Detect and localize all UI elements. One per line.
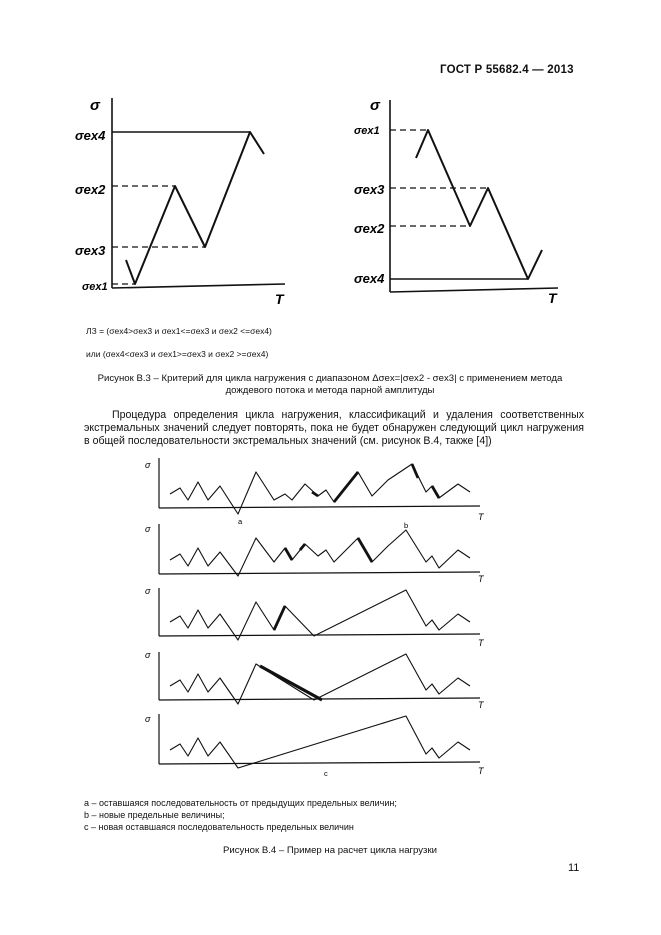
- left-label-ex1: σex1: [82, 281, 108, 293]
- right-label-ex2: σex2: [354, 221, 385, 236]
- figure-b4-caption: Рисунок В.4 – Пример на расчет цикла нагрузки: [222, 845, 438, 856]
- b4-x-label-2: T: [478, 574, 484, 584]
- right-label-ex1: σex1: [354, 125, 380, 137]
- figure-b3-right-chart: [340, 90, 580, 310]
- b4-x-label-5: T: [478, 766, 484, 776]
- legend-item-a: а – оставшаяся последовательность от предыдущих предельных величин;: [84, 798, 397, 808]
- left-label-ex3: σex3: [75, 243, 106, 258]
- left-label-ex2: σex2: [75, 182, 106, 197]
- legend-item-c: с – новая оставшаяся последовательность предельных величин: [84, 822, 354, 832]
- b4-marker-c: c: [324, 769, 328, 778]
- body-paragraph: [84, 409, 584, 448]
- right-label-ex3: σex3: [354, 182, 385, 197]
- figure-b4-panel-3: [159, 588, 480, 640]
- page-number: 11: [568, 862, 580, 874]
- figure-b4-panel-4: [159, 652, 480, 704]
- figure-b3-caption-line2: дождевого потока и метода парной амплитуды: [225, 385, 435, 396]
- b4-y-label-2: σ: [145, 524, 151, 534]
- left-load-curve: [126, 132, 264, 284]
- left-y-label: σ: [90, 97, 100, 114]
- b4-y-label-3: σ: [145, 586, 151, 596]
- b4-x-label-1: T: [478, 512, 484, 522]
- left-x-label: T: [275, 291, 284, 307]
- b4-y-label-5: σ: [145, 714, 151, 724]
- figure-b4-chart: [140, 458, 500, 788]
- right-y-label: σ: [370, 97, 380, 114]
- b4-marker-b: b: [404, 521, 409, 530]
- condition-line-1: ЛЗ = (σex4>σex3 и σex1<=σex3 и σex2 <=σex4): [86, 326, 272, 336]
- right-x-label: T: [548, 290, 557, 306]
- left-x-axis: [112, 284, 285, 288]
- figure-b3-caption-line1: Рисунок В.3 – Критерий для цикла нагружения с диапазоном Δσex=|σex2 - σex3| с применением метода: [97, 373, 563, 384]
- figure-b4-legend: [84, 797, 397, 833]
- b4-x-label-3: T: [478, 638, 484, 648]
- b4-y-label-4: σ: [145, 650, 151, 660]
- figure-b4-panel-5: [159, 714, 480, 768]
- figure-b4-panel-2: [159, 524, 480, 576]
- b4-x-label-4: T: [478, 700, 484, 710]
- b4-marker-a: a: [238, 517, 243, 526]
- condition-line-2: или (σex4<σex3 и σex1>=σex3 и σex2 >=σex4): [86, 349, 269, 359]
- document-header: ГОСТ Р 55682.4 — 2013: [440, 64, 574, 76]
- legend-item-b: b – новые предельные величины;: [84, 810, 225, 820]
- left-label-ex4: σex4: [75, 128, 106, 143]
- figure-b3-caption: [60, 373, 600, 397]
- right-label-ex4: σex4: [354, 271, 385, 286]
- body-paragraph-text: Процедура определения цикла нагружения, классификаций и удаления соответственных экстремальных значений следует повторять, пока не будет обнаружен следующий цикл нагружения в общей последовательности экстремальных значений (см. рисунок В.4, также [4]): [84, 409, 584, 447]
- b4-y-label-1: σ: [145, 460, 151, 470]
- figure-b4-panel-1: [159, 458, 480, 514]
- right-x-axis: [390, 288, 558, 292]
- figure-b3-left-chart: [60, 90, 300, 310]
- right-load-curve: [416, 130, 542, 279]
